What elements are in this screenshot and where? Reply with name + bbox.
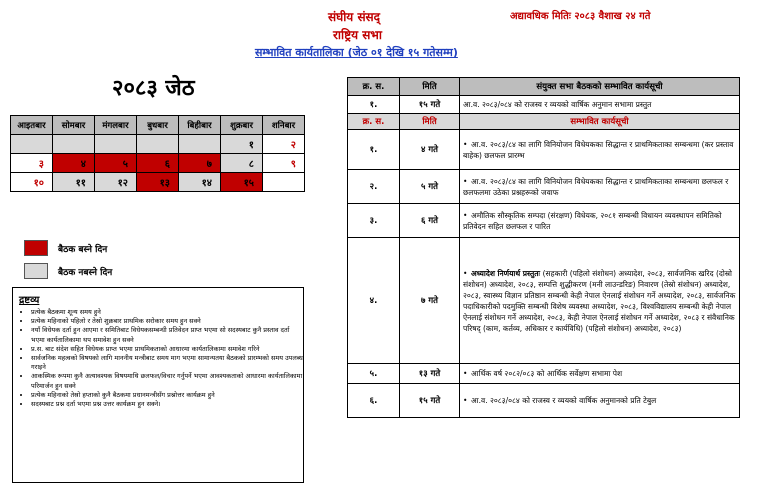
bullet-icon: • bbox=[463, 396, 468, 405]
day-header: शुक्रबार bbox=[221, 116, 263, 135]
bullet-icon: • bbox=[463, 369, 468, 378]
schedule-subtitle: सम्भावित कार्यतालिका (जेठ ०१ देखि १५ गतेसम्म) bbox=[255, 46, 458, 59]
note-item: • प्रत्येक बैठकमा शून्य समय हुने bbox=[31, 308, 303, 317]
row-sn: २. bbox=[348, 170, 400, 204]
col-sn-header: क्र. स. bbox=[348, 114, 400, 130]
row-date: ५ गते bbox=[400, 170, 460, 204]
schedule-row bbox=[348, 170, 740, 204]
row-date: ६ गते bbox=[400, 204, 460, 238]
day-header: आइतबार bbox=[11, 116, 53, 135]
calendar-day-cell: २ bbox=[263, 135, 305, 154]
row-desc bbox=[460, 204, 740, 238]
day-header: बुधबार bbox=[137, 116, 179, 135]
schedule-table bbox=[347, 77, 740, 418]
row-sn: ४. bbox=[348, 238, 400, 364]
calendar-day-cell bbox=[137, 135, 179, 154]
bullet-icon: • bbox=[463, 139, 468, 149]
calendar-week-row bbox=[11, 154, 305, 173]
note-item: • नयाँ विधेयक दर्ता हुन आएमा र समितिबाट विधेयकसम्बन्धी प्रतिवेदन प्राप्त भएमा सो सदस्यबाट कुनै प्रस्ताव दर्ता भएमा कार्यतालिकामा थप समावेश हुन सक्ने bbox=[31, 326, 303, 344]
row-date: १५ गते bbox=[400, 384, 460, 418]
row-desc bbox=[460, 170, 740, 204]
assembly-title: राष्ट्रिय सभा bbox=[333, 28, 382, 42]
row-lead: अध्यादेश निर्णयार्थ प्रस्तुतः bbox=[471, 268, 543, 278]
bullet-icon: • bbox=[463, 176, 468, 186]
calendar-day-cell bbox=[53, 135, 95, 154]
day-header: मंगलबार bbox=[95, 116, 137, 135]
row-desc bbox=[460, 238, 740, 364]
row-sn: ६. bbox=[348, 384, 400, 418]
notes-box bbox=[12, 287, 304, 483]
calendar-day-cell: १० bbox=[11, 173, 53, 192]
schedule-row bbox=[348, 238, 740, 364]
calendar-day-cell bbox=[95, 135, 137, 154]
row-desc-text: (सहकारी (पहिलो संशोधन) अध्यादेश, २०८३, सार्वजनिक खरिद (दोस्रो संशोधन) अध्यादेश, २०८३, सम्पत्ति शुद्धीकरण (मनी लाउन्डरिङ) निवारण (तेस्रो संशोधन) अध्यादेश, २०८३, स्वास्थ्य विज्ञान प्रतिष्ठान सम्बन्धी केही नेपाल ऐनलाई संशोधन गर्ने अध्यादेश, २०८३, सार्वजनिक पदाधिकारीको पदमुक्ति सम्बन्धी विशेष व्यवस्था अध्यादेश, २०८३, विश्वविद्यालय सम्बन्धी केही नेपाल ऐनलाई संशोधन गर्ने अध्यादेश, २०८३, केही नेपाल ऐनलाई संशोधन गर्ने अध्यादेश, २०८३ र संवैधानिक परिषद् (काम, कर्तव्य, अधिकार र कार्यविधि) (पहिलो संशोधन) अध्यादेश, २०८३) bbox=[463, 268, 736, 333]
calendar-day-cell: १ bbox=[221, 135, 263, 154]
note-item: • सार्वजनिक महत्वको विषयको लागि माननीय मन्त्रीबाट समय माग भएमा सामान्यतया बैठकको प्रारम्भको समय उपलब्ध गराइने bbox=[31, 354, 303, 372]
row-date: ७ गते bbox=[400, 238, 460, 364]
col-sn-header: क्र. स. bbox=[348, 78, 400, 96]
calendar-day-cell: १५ bbox=[221, 173, 263, 192]
row-desc-text: आ.व. २०८३/८४ का लागि विनियोजन विधेयकका सिद्धान्त र प्राथमिकताका सम्बन्धमा (कर प्रस्ताव बाहेक) छलफल प्रारम्भ bbox=[463, 139, 734, 160]
note-item: • प्र.स. बाट संदेश सहित विधेयक प्राप्त भएमा प्राथमिकताको आधारमा कार्यतालिकामा समावेश गरिने bbox=[31, 345, 303, 354]
row-sn: ५. bbox=[348, 364, 400, 384]
joint-title: संयुक्त सभा बैठकको सम्भावित कार्यसूची bbox=[460, 78, 740, 96]
notes-title: द्रष्टव्य bbox=[19, 295, 40, 306]
col-date-header: मिति bbox=[400, 78, 460, 96]
main-title: सम्भावित कार्यसूची bbox=[460, 114, 740, 130]
note-item: • सदस्यबाट प्रश्न दर्ता भएमा प्रश्न उत्तर कार्यक्रम हुन सक्ने। bbox=[31, 400, 303, 409]
row-sn: १. bbox=[348, 130, 400, 170]
calendar-week-row bbox=[11, 135, 305, 154]
row-date: ४ गते bbox=[400, 130, 460, 170]
row-sn: १. bbox=[348, 96, 400, 114]
calendar-day-cell: १२ bbox=[95, 173, 137, 192]
row-date: १५ गते bbox=[400, 96, 460, 114]
month-title: २०८३ जेठ bbox=[112, 76, 195, 101]
legend-meeting-swatch bbox=[24, 240, 48, 256]
row-desc-text: आर्थिक वर्ष २०८२/०८३ को आर्थिक सर्वेक्षण सभामा पेश bbox=[471, 369, 623, 378]
legend-meeting-label: बैठक बस्ने दिन bbox=[58, 245, 108, 255]
schedule-row bbox=[348, 384, 740, 418]
calendar-table bbox=[10, 115, 305, 192]
calendar-day-cell: ४ bbox=[53, 154, 95, 173]
calendar-day-cell bbox=[179, 135, 221, 154]
bullet-icon: • bbox=[463, 210, 468, 220]
row-desc bbox=[460, 364, 740, 384]
joint-header-row bbox=[348, 78, 740, 96]
day-header: शनिबार bbox=[263, 116, 305, 135]
calendar-day-cell: ३ bbox=[11, 154, 53, 173]
calendar-week-row bbox=[11, 173, 305, 192]
schedule-row bbox=[348, 130, 740, 170]
row-sn: ३. bbox=[348, 204, 400, 238]
day-header: बिहीबार bbox=[179, 116, 221, 135]
calendar-day-cell: ८ bbox=[221, 154, 263, 173]
calendar-day-cell: ९ bbox=[263, 154, 305, 173]
calendar-day-cell bbox=[263, 173, 305, 192]
row-date: १३ गते bbox=[400, 364, 460, 384]
row-desc-text: आ.व. २०८३/८४ का लागि विनियोजन विधेयकका सिद्धान्त र प्राथमिकताका सम्बन्धमा छलफल र छलफलमा उठेका प्रश्नहरूको जवाफ bbox=[463, 176, 729, 197]
parliament-title: संघीय संसद् bbox=[328, 10, 381, 24]
note-item: • प्रत्येक महिनाको पहिलो र तेस्रो शुक्रबार प्राथमिक सरोकार समय हुन सक्ने bbox=[31, 317, 303, 326]
schedule-row bbox=[348, 364, 740, 384]
row-desc bbox=[460, 384, 740, 418]
row-desc: आ.व. २०८३/०८४ को राजस्व र व्ययको वार्षिक अनुमान सभामा प्रस्तुत bbox=[460, 96, 740, 114]
calendar-day-cell: ७ bbox=[179, 154, 221, 173]
main-header-row bbox=[348, 114, 740, 130]
legend-no-meeting-swatch bbox=[24, 263, 48, 279]
col-date-header: मिति bbox=[400, 114, 460, 130]
joint-row bbox=[348, 96, 740, 114]
notes-list bbox=[13, 308, 303, 409]
calendar-day-cell: ११ bbox=[53, 173, 95, 192]
calendar-day-cell bbox=[11, 135, 53, 154]
note-item: • आकस्मिक रूपमा कुनै अत्यावश्यक विषयमाथि छलफल/विचार गर्नुपर्ने भएमा आवश्यकताको आधारमा कार्यतालिकामा परिमार्जन हुन सक्ने bbox=[31, 372, 303, 390]
legend-no-meeting-label: बैठक नबस्ने दिन bbox=[58, 268, 113, 278]
calendar-day-cell: ५ bbox=[95, 154, 137, 173]
row-desc bbox=[460, 130, 740, 170]
calendar-day-cell: ६ bbox=[137, 154, 179, 173]
bullet-icon: • bbox=[463, 268, 468, 278]
row-desc-text: अमौतिक सौस्कृतिक सम्पदा (संरक्षण) विधेयक, २०८१ सम्बन्धी विधायन व्यवस्थापन समितिको प्रतिवेदन सहित छलफल र पारित bbox=[463, 210, 722, 231]
row-desc-text: आ.व. २०८३/०८४ को राजस्व र व्ययको वार्षिक अनुमानको प्रति टेबुल bbox=[471, 396, 657, 405]
schedule-row bbox=[348, 204, 740, 238]
note-item: • प्रत्येक महिनाको तेस्रो हप्ताको कुनै बैठकमा प्रधानमन्त्रीसँग प्रश्नोत्तर कार्यक्रम हुने bbox=[31, 391, 303, 400]
calendar-day-cell: १४ bbox=[179, 173, 221, 192]
day-header: सोमबार bbox=[53, 116, 95, 135]
update-date: अद्यावधिक मितिः २०८३ वैशाख २४ गते bbox=[510, 11, 651, 22]
calendar-day-cell: १३ bbox=[137, 173, 179, 192]
